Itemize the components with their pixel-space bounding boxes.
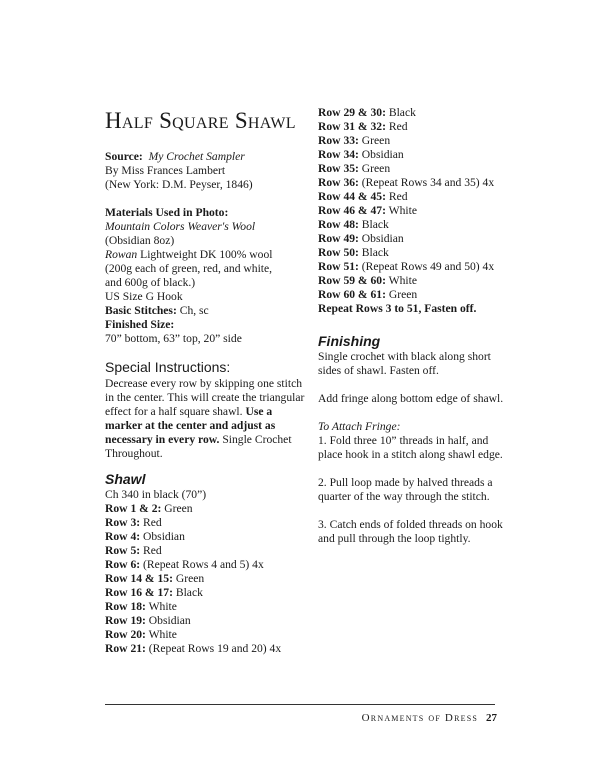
row-value: Green <box>358 134 391 147</box>
row-instruction <box>318 134 548 148</box>
row-value: Black <box>358 246 389 259</box>
shawl-start: Ch 340 in black (70”) <box>105 488 207 501</box>
row-value: Obsidian <box>358 148 404 161</box>
row-label: Row 50: <box>318 246 359 259</box>
row-value: Green <box>172 572 205 585</box>
row-instruction <box>105 516 305 530</box>
size-label: Finished Size: <box>105 318 175 331</box>
row-instruction <box>318 120 548 134</box>
materials-block <box>105 206 305 346</box>
page-number: 27 <box>486 712 497 724</box>
row-value: Black <box>385 106 416 119</box>
row-label: Row 1 & 2: <box>105 502 162 515</box>
finishing-block <box>318 334 548 546</box>
materials-stitches <box>105 304 305 318</box>
row-value: Red <box>140 516 162 529</box>
row-instruction <box>318 106 548 120</box>
page-footer <box>362 712 497 724</box>
materials-hook: US Size G Hook <box>105 290 183 303</box>
source-line <box>105 150 305 164</box>
row-instruction <box>105 502 305 516</box>
row-instruction <box>318 190 548 204</box>
row-label: Row 31 & 32: <box>318 120 386 133</box>
row-value: White <box>385 204 417 217</box>
row-label: Row 33: <box>318 134 359 147</box>
row-label: Row 5: <box>105 544 141 557</box>
materials-yarn2-detail1: (200g each of green, red, and white, <box>105 262 273 275</box>
row-value: Red <box>385 120 408 133</box>
materials-yarn2-detail2: and 600g of black.) <box>105 276 196 289</box>
row-label: Row 48: <box>318 218 359 231</box>
row-label: Row 44 & 45: <box>318 190 386 203</box>
source-block <box>105 150 305 192</box>
rows-right-list <box>318 106 548 302</box>
row-instruction <box>105 572 305 586</box>
row-instruction <box>105 614 305 628</box>
row-instruction <box>318 162 548 176</box>
shawl-block <box>105 472 305 656</box>
row-label: Row 59 & 60: <box>318 274 386 287</box>
row-instruction <box>318 148 548 162</box>
fringe-heading: To Attach Fringe: <box>318 420 401 433</box>
page-title: Half Square Shawl <box>105 108 296 133</box>
row-instruction <box>318 204 548 218</box>
finishing-p2: Add fringe along bottom edge of shawl. <box>318 392 504 405</box>
row-label: Row 3: <box>105 516 141 529</box>
row-value: Black <box>358 218 389 231</box>
row-value: Green <box>161 502 193 515</box>
finishing-heading: Finishing <box>318 333 381 349</box>
row-instruction <box>318 176 548 190</box>
row-value: Black <box>172 586 203 599</box>
rows-left-list <box>105 502 305 656</box>
row-label: Row 18: <box>105 600 146 613</box>
special-text2: Single Crochet Throughout. <box>105 433 292 460</box>
row-value: (Repeat Rows 4 and 5) 4x <box>140 558 264 571</box>
row-label: Row 16 & 17: <box>105 586 173 599</box>
materials-yarn2-name: Lightweight DK 100% wool <box>137 248 273 261</box>
row-instruction <box>105 544 305 558</box>
shawl-heading: Shawl <box>105 471 146 487</box>
running-title: Ornaments of Dress <box>361 712 478 724</box>
row-value: White <box>385 274 417 287</box>
row-value: (Repeat Rows 49 and 50) 4x <box>358 260 495 273</box>
row-instruction <box>318 232 548 246</box>
row-instruction <box>105 530 305 544</box>
row-label: Row 29 & 30: <box>318 106 386 119</box>
special-heading: Special Instructions: <box>105 359 231 375</box>
shawl-final: Repeat Rows 3 to 51, Fasten off. <box>318 302 477 315</box>
row-value: Obsidian <box>140 530 185 543</box>
row-label: Row 36: <box>318 176 359 189</box>
row-value: Obsidian <box>358 232 404 245</box>
fringe-step2: 2. Pull loop made by halved threads a quarter of the way through the stitch. <box>318 476 493 503</box>
materials-yarn2-brand: Rowan <box>105 248 138 261</box>
size-value: 70” bottom, 63” top, 20” side <box>105 332 242 345</box>
source-label: Source: <box>105 150 143 163</box>
row-value: Green <box>385 288 418 301</box>
source-publisher: (New York: D.M. Peyser, 1846) <box>105 178 253 191</box>
row-value: White <box>145 600 177 613</box>
fringe-step3: 3. Catch ends of folded threads on hook and pull through the loop tightly. <box>318 518 503 545</box>
materials-yarn1-detail: (Obsidian 8oz) <box>105 234 175 247</box>
row-label: Row 34: <box>318 148 359 161</box>
row-label: Row 60 & 61: <box>318 288 386 301</box>
row-instruction <box>318 274 548 288</box>
row-instruction <box>318 246 548 260</box>
row-value: Obsidian <box>145 614 191 627</box>
row-label: Row 21: <box>105 642 146 655</box>
source-book: My Crochet Sampler <box>148 150 245 163</box>
materials-yarn1-name: Mountain Colors Weaver's Wool <box>105 220 256 233</box>
row-instruction <box>105 600 305 614</box>
row-instruction <box>318 260 548 274</box>
special-block <box>105 360 305 461</box>
finishing-p1: Single crochet with black along short sides of shawl. Fasten off. <box>318 350 491 377</box>
row-label: Row 6: <box>105 558 141 571</box>
row-label: Row 51: <box>318 260 359 273</box>
materials-yarn2 <box>105 248 305 262</box>
row-instruction <box>318 218 548 232</box>
row-label: Row 14 & 15: <box>105 572 173 585</box>
shawl-continued-block <box>318 106 548 316</box>
row-label: Row 20: <box>105 628 146 641</box>
materials-heading: Materials Used in Photo: <box>105 206 229 219</box>
footer-rule <box>105 704 495 705</box>
stitches-value: Ch, sc <box>176 304 209 317</box>
row-label: Row 35: <box>318 162 359 175</box>
special-text-bold: Use a marker at the center and adjust as necessary in every row. <box>105 405 276 446</box>
row-value: Red <box>385 190 408 203</box>
row-value: White <box>145 628 177 641</box>
row-instruction <box>105 558 305 572</box>
row-label: Row 4: <box>105 530 141 543</box>
row-instruction <box>105 642 305 656</box>
special-text <box>105 377 305 461</box>
row-value: Red <box>140 544 162 557</box>
row-label: Row 46 & 47: <box>318 204 386 217</box>
row-value: (Repeat Rows 34 and 35) 4x <box>358 176 495 189</box>
special-text1: Decrease every row by skipping one stitch in the center. This will create the triangular effect for a half square shawl. <box>105 377 305 418</box>
row-label: Row 19: <box>105 614 146 627</box>
row-value: Green <box>358 162 391 175</box>
row-instruction <box>318 288 548 302</box>
row-value: (Repeat Rows 19 and 20) 4x <box>145 642 282 655</box>
stitches-label: Basic Stitches: <box>105 304 177 317</box>
source-author: By Miss Frances Lambert <box>105 164 226 177</box>
row-instruction <box>105 586 305 600</box>
fringe-step1: 1. Fold three 10” threads in half, and place hook in a stitch along shawl edge. <box>318 434 503 461</box>
row-instruction <box>105 628 305 642</box>
row-label: Row 49: <box>318 232 359 245</box>
